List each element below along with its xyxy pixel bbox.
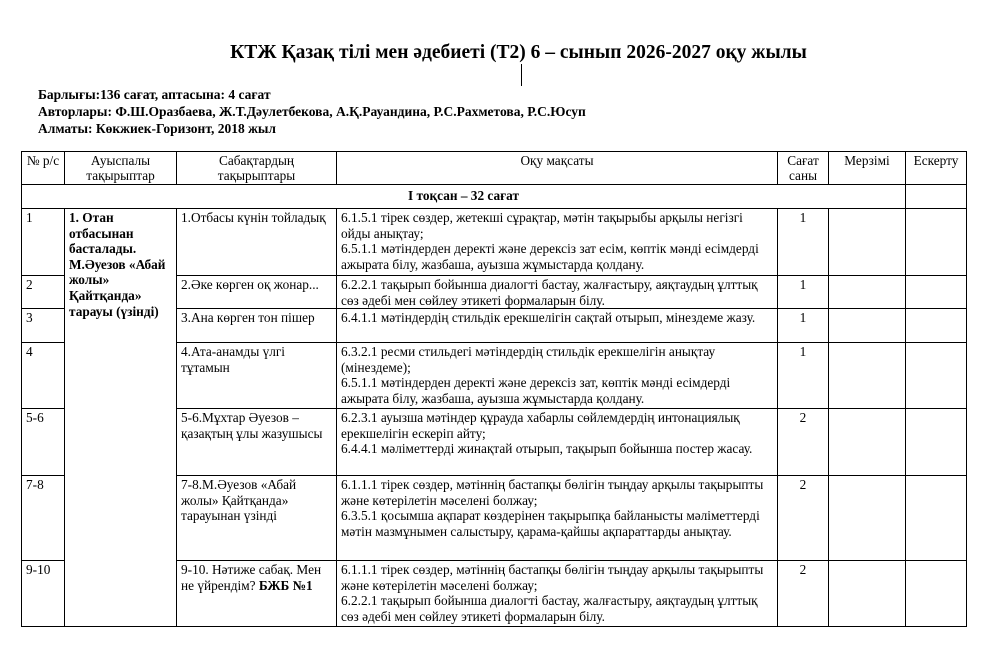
row-note: [906, 276, 967, 309]
topic-text: 4.Ата-анамды үлгі тұтамын: [181, 344, 286, 375]
row-note: [906, 476, 967, 561]
row-date: [829, 476, 906, 561]
row-hours: 1: [778, 309, 829, 343]
objective-item: 6.4.4.1 мәліметтерді жинақтай отырып, тақырып бойынша постер жасау.: [341, 441, 753, 457]
row-objectives: [337, 476, 778, 561]
objective-item: 6.2.2.1 тақырып бойынша диалогті бастау, жалғастыру, аяқтаудың ұлттық сөз әдебі мен сөйлеу этикеті формаларын білу.: [341, 593, 758, 624]
row-topic: [177, 309, 337, 343]
row-objectives: [337, 561, 778, 627]
topic-text: 1.Отбасы күнін тойладық: [181, 210, 326, 225]
row-date: [829, 561, 906, 627]
row-note: [906, 343, 967, 409]
header-row: [22, 152, 967, 185]
objective-item: 6.1.5.1 тірек сөздер, жетекші сұрақтар, мәтін тақырыбы арқылы негізгі ойды анықтау;: [341, 210, 743, 241]
row-hours: 2: [778, 476, 829, 561]
objective-item: 6.5.1.1 мәтіндерден деректі және дерексіз зат есім, көптік мәнді есімдерді ажырата білу, жазбаша, ауызша жұмыстарда қолдану.: [341, 241, 759, 272]
row-objectives: [337, 309, 778, 343]
row-hours: 2: [778, 409, 829, 476]
row-topic: [177, 476, 337, 561]
header-theme: Ауыспалы тақырыптар: [65, 152, 177, 185]
document-meta: [38, 86, 586, 137]
objective-item: 6.1.1.1 тірек сөздер, мәтіннің бастапқы бөлігін тыңдау арқылы тақырыпты және көтерілетін мәселені болжау;: [341, 477, 764, 508]
objective-item: 6.5.1.1 мәтіндерден деректі және дерексіз зат, көптік мәнді есімдерді ажырата білу, жазбаша, ауызша жұмыстарда қолдану.: [341, 375, 731, 406]
row-topic: [177, 209, 337, 276]
header-topic: Сабақтардың тақырыптары: [177, 152, 337, 185]
row-objectives: [337, 409, 778, 476]
objective-item: 6.2.3.1 ауызша мәтіндер құрауда хабарлы сөйлемдердің интонациялық ерекшелігін ескеріп айту;: [341, 410, 740, 441]
row-date: [829, 309, 906, 343]
row-number: 3: [22, 309, 65, 343]
objective-item: 6.1.1.1 тірек сөздер, мәтіннің бастапқы бөлігін тыңдау арқылы тақырыпты және көтерілетін мәселені болжау;: [341, 562, 764, 593]
header-hours: Сағат саны: [778, 152, 829, 185]
row-date: [829, 343, 906, 409]
row-date: [829, 209, 906, 276]
objective-item: 6.3.2.1 ресми стильдегі мәтіндердің стильдік ерекшелігін анықтау (мінездеме);: [341, 344, 716, 375]
row-number: 7-8: [22, 476, 65, 561]
objective-item: 6.3.5.1 қосымша ақпарат көздерінен тақырыпқа байланысты мәліметтерді мәтін мазмұнымен салыстыру, қарама-қайшы ақпараттарды анықтау.: [341, 508, 760, 539]
topic-text: 9-10. Нәтиже сабақ. Мен не үйрендім?: [181, 562, 322, 593]
row-objectives: [337, 343, 778, 409]
row-number: 1: [22, 209, 65, 276]
section-theme: 1. Отан отбасынан басталады. М.Әуезов «Абай жолы» Қайтқанда» тарауы (үзінді): [65, 209, 177, 627]
row-hours: 1: [778, 209, 829, 276]
text-cursor: [521, 64, 522, 86]
row-note: [906, 409, 967, 476]
header-note: Ескерту: [906, 152, 967, 185]
topic-assessment: БЖБ №1: [258, 577, 313, 593]
total-hours-line: Барлығы:136 сағат, аптасына: 4 сағат: [38, 87, 271, 102]
table-row: [22, 209, 967, 276]
row-number: 4: [22, 343, 65, 409]
objective-item: 6.4.1.1 мәтіндердің стильдік ерекшелігін сақтай отырып, мінездеме жазу.: [341, 310, 756, 326]
topic-text: 3.Ана көрген тон пішер: [181, 310, 315, 326]
topic-text: 5-6.Мұхтар Әуезов – қазақтың ұлы жазушысы: [181, 410, 323, 441]
row-number: 2: [22, 276, 65, 309]
authors-line: Авторлары: Ф.Ш.Оразбаева, Ж.Т.Дәулетбекова, А.Қ.Рауандина, Р.С.Рахметова, Р.С.Юсуп: [38, 104, 586, 119]
row-date: [829, 409, 906, 476]
row-hours: 2: [778, 561, 829, 627]
topic-text: 2.Әке көрген оқ жонар...: [181, 277, 319, 292]
topic-text: 7-8.М.Әуезов «Абай жолы» Қайтқанда» тарауынан үзінді: [181, 477, 297, 524]
document-title: КТЖ Қазақ тілі мен әдебиеті (Т2) 6 – сынып 2026-2027 оқу жылы: [230, 42, 807, 63]
row-topic: [177, 409, 337, 476]
row-number: 5-6: [22, 409, 65, 476]
row-note: [906, 309, 967, 343]
row-topic: [177, 276, 337, 309]
row-note: [906, 209, 967, 276]
row-topic: [177, 561, 337, 627]
row-objectives: [337, 209, 778, 276]
row-note: [906, 561, 967, 627]
publisher-line: Алматы: Көкжиек-Горизонт, 2018 жыл: [38, 121, 276, 136]
row-hours: 1: [778, 343, 829, 409]
quarter-spacer: [906, 185, 967, 209]
quarter-row: [22, 185, 967, 209]
row-hours: 1: [778, 276, 829, 309]
header-number: № р/с: [22, 152, 65, 185]
row-objectives: [337, 276, 778, 309]
curriculum-table: [21, 151, 967, 627]
row-date: [829, 276, 906, 309]
objective-item: 6.2.2.1 тақырып бойынша диалогті бастау, жалғастыру, аяқтаудың ұлттық сөз әдебі мен сөйлеу этикеті формаларын білу.: [341, 277, 758, 308]
quarter-label: І тоқсан – 32 сағат: [22, 185, 906, 209]
row-number: 9-10: [22, 561, 65, 627]
row-topic: [177, 343, 337, 409]
header-date: Мерзімі: [829, 152, 906, 185]
header-objectives: Оқу мақсаты: [337, 152, 778, 185]
